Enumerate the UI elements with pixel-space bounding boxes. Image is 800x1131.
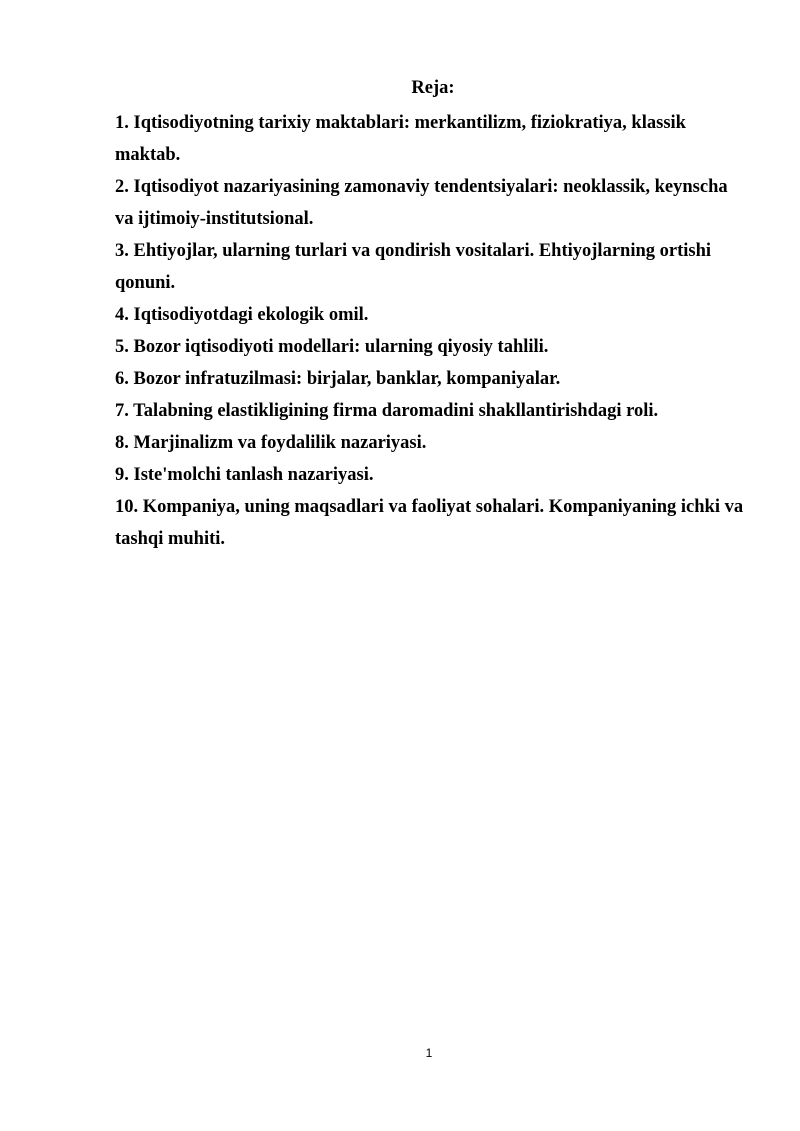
plan-item-3: 3. Ehtiyojlar, ularning turlari va qondirish vositalari. Ehtiyojlarning ortishi qonuni.	[115, 241, 712, 293]
page-number: 1	[425, 1046, 433, 1060]
plan-item-7: 7. Talabning elastikligining firma daromadini shakllantirishdagi roli.	[115, 401, 659, 421]
plan-item-6: 6. Bozor infratuzilmasi: birjalar, banklar, kompaniyalar.	[115, 369, 561, 389]
plan-item-4: 4. Iqtisodiyotdagi ekologik omil.	[115, 305, 369, 325]
plan-item-8: 8. Marjinalizm va foydalilik nazariyasi.	[115, 433, 427, 453]
plan-item-1: 1. Iqtisodiyotning tarixiy maktablari: merkantilizm, fiziokratiya, klassik maktab.	[115, 113, 686, 165]
page-title: Reja:	[411, 78, 455, 98]
plan-item-10: 10. Kompaniya, uning maqsadlari va faoliyat sohalari. Kompaniyaning ichki va tashqi muhiti.	[115, 497, 744, 549]
plan-item-9: 9. Iste'molchi tanlash nazariyasi.	[115, 465, 374, 485]
plan-item-5: 5. Bozor iqtisodiyoti modellari: ularning qiyosiy tahlili.	[115, 337, 549, 357]
plan-list	[115, 107, 745, 555]
plan-item-2: 2. Iqtisodiyot nazariyasining zamonaviy tendentsiyalari: neoklassik, keynscha va ijtimoiy-institutsional.	[115, 177, 728, 229]
